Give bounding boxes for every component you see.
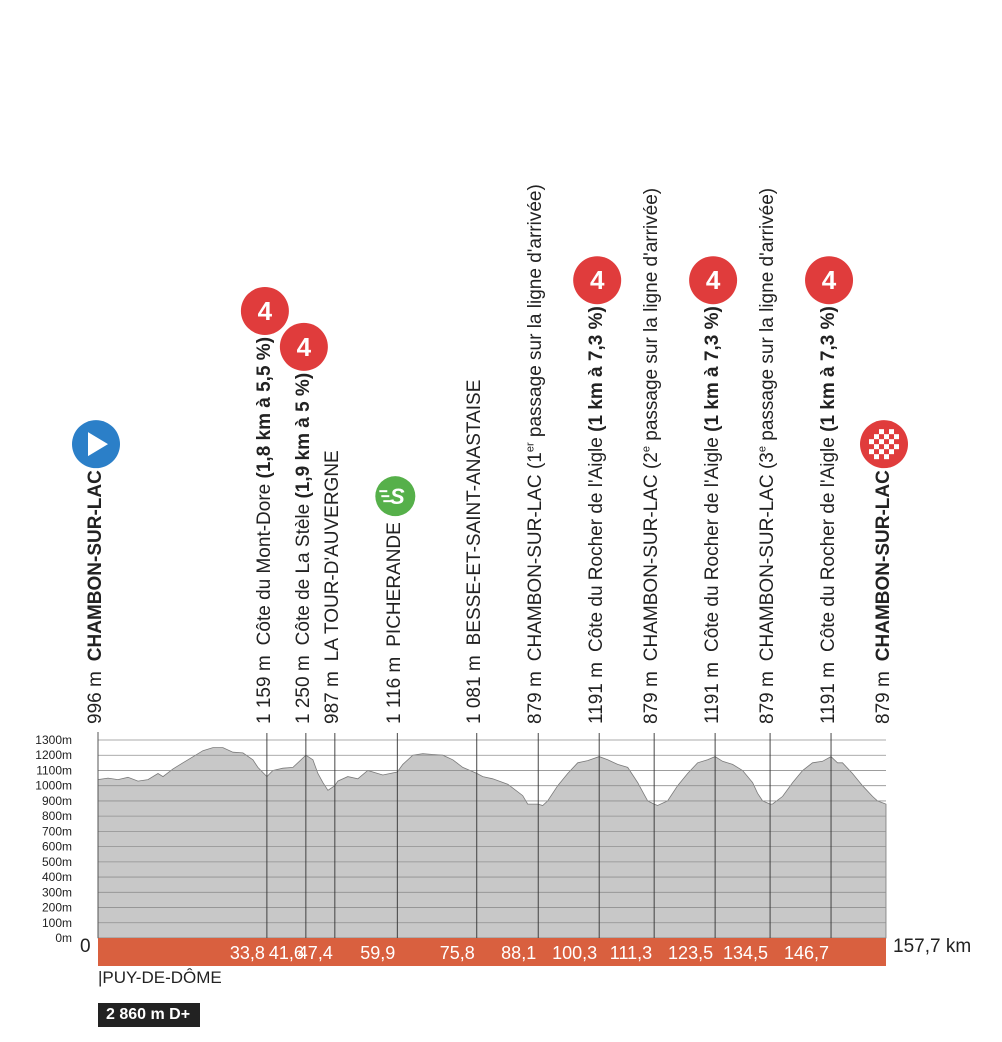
flag-square bbox=[894, 434, 899, 439]
waypoint-name: CHAMBON-SUR-LAC bbox=[757, 474, 779, 662]
waypoint-label bbox=[255, 337, 275, 724]
km-label: 134,5 bbox=[723, 943, 769, 963]
km-label: 59,9 bbox=[360, 943, 396, 963]
flag-square bbox=[874, 434, 879, 439]
waypoint-label: 879 mCHAMBON-SUR-LAC (3e passage sur la ligne d'arrivée) bbox=[756, 187, 779, 724]
climb-detail: (1 km à 7,3 %) bbox=[702, 306, 724, 432]
waypoint-elevation: 879 m bbox=[641, 671, 663, 724]
waypoint-label bbox=[874, 470, 894, 724]
passage-suffix: e bbox=[756, 446, 769, 453]
waypoint-name: CHAMBON-SUR-LAC bbox=[641, 474, 663, 662]
y-tick-label: 0m bbox=[55, 931, 72, 945]
waypoint-label bbox=[385, 522, 405, 724]
profile-area bbox=[98, 748, 886, 938]
flag-square bbox=[884, 444, 889, 449]
waypoint-elevation: 1 159 m bbox=[253, 655, 275, 724]
waypoint-name: Côte de La Stèle bbox=[292, 503, 314, 646]
y-tick-label: 700m bbox=[41, 824, 72, 839]
y-tick-label: 400m bbox=[41, 870, 72, 885]
x-start-label: 0 bbox=[80, 936, 91, 957]
passage-text: passage sur la ligne d'arrivée bbox=[525, 190, 547, 438]
waypoint-elevation: 1191 m bbox=[702, 662, 724, 724]
climb-category-label: 4 bbox=[296, 331, 312, 362]
climb-category-label: 4 bbox=[821, 265, 837, 296]
y-tick-label: 900m bbox=[41, 793, 72, 808]
passage-number: 1 bbox=[525, 452, 547, 463]
waypoint-elevation: 987 m bbox=[321, 671, 343, 724]
km-label: 75,8 bbox=[439, 943, 475, 963]
flag-square bbox=[879, 449, 884, 454]
waypoint-name: Côte du Rocher de l'Aigle bbox=[818, 437, 840, 653]
climb-detail: (1 km à 7,3 %) bbox=[818, 306, 840, 432]
climb-category-label: 4 bbox=[589, 265, 605, 296]
km-label: 33,8 bbox=[229, 943, 265, 963]
climb-detail: (1,8 km à 5,5 %) bbox=[253, 336, 275, 479]
x-end-label: 157,7 km bbox=[893, 936, 972, 957]
sprint-label: S bbox=[389, 484, 405, 510]
flag-square bbox=[869, 439, 874, 444]
waypoint-label: 879 mCHAMBON-SUR-LAC (2e passage sur la ligne d'arrivée) bbox=[640, 187, 663, 724]
flag-square bbox=[874, 454, 879, 459]
flag-square bbox=[879, 439, 884, 444]
km-label: 146,7 bbox=[783, 943, 830, 963]
waypoint-label bbox=[587, 306, 607, 724]
km-label: 111,3 bbox=[609, 943, 653, 963]
waypoint-label bbox=[465, 380, 485, 724]
waypoint-label: 879 mCHAMBON-SUR-LAC (1er passage sur la ligne d'arrivée) bbox=[524, 184, 547, 724]
y-tick-label: 200m bbox=[41, 900, 72, 915]
flag-square bbox=[889, 449, 894, 454]
waypoint-elevation: 879 m bbox=[525, 671, 547, 724]
waypoint-label bbox=[86, 470, 106, 724]
waypoint-name: CHAMBON-SUR-LAC bbox=[525, 474, 547, 662]
passage-number: 3 bbox=[757, 452, 779, 463]
passage-text: passage sur la ligne d'arrivée bbox=[757, 194, 779, 441]
waypoint-elevation: 1 250 m bbox=[292, 655, 314, 724]
waypoint-label bbox=[323, 450, 343, 724]
y-tick-label: 800m bbox=[41, 809, 72, 824]
waypoint-elevation: 1191 m bbox=[586, 662, 608, 724]
km-label: 100,3 bbox=[552, 943, 598, 963]
km-label: 88,1 bbox=[501, 943, 537, 963]
flag-square bbox=[874, 444, 879, 449]
waypoint-elevation: 1 081 m bbox=[463, 655, 485, 724]
waypoint-elevation: 1 116 m bbox=[384, 656, 406, 724]
waypoint-elevation: 996 m bbox=[85, 671, 106, 724]
y-tick-label: 500m bbox=[41, 854, 72, 869]
y-tick-label: 1300m bbox=[35, 733, 72, 747]
flag-square bbox=[889, 439, 894, 444]
passage-suffix: er bbox=[524, 442, 537, 453]
waypoint-elevation: 879 m bbox=[757, 671, 779, 724]
flag-square bbox=[879, 429, 884, 434]
km-label: 41,6 bbox=[268, 943, 304, 963]
climb-detail: (1,9 km à 5 %) bbox=[292, 372, 314, 499]
waypoint-name: Côte du Rocher de l'Aigle bbox=[586, 437, 608, 653]
climb-detail: (1 km à 7,3 %) bbox=[586, 306, 608, 432]
flag-square bbox=[869, 449, 874, 454]
waypoint-name: CHAMBON-SUR-LAC bbox=[85, 470, 106, 662]
waypoint-name: LA TOUR-D'AUVERGNE bbox=[321, 450, 343, 662]
y-tick-label: 1100m bbox=[36, 763, 72, 778]
waypoint-name: CHAMBON-SUR-LAC bbox=[873, 470, 894, 662]
flag-square bbox=[884, 454, 889, 459]
passage-number: 2 bbox=[641, 452, 663, 463]
waypoint-name: Côte du Rocher de l'Aigle bbox=[702, 437, 724, 653]
passage-text: passage sur la ligne d'arrivée bbox=[641, 194, 663, 441]
elevation-gain-badge: 2 860 m D+ bbox=[98, 1003, 200, 1027]
climb-category-label: 4 bbox=[257, 295, 273, 326]
y-tick-label: 1000m bbox=[35, 778, 72, 793]
flag-square bbox=[889, 429, 894, 434]
region-label: |PUY-DE-DÔME bbox=[98, 968, 222, 987]
flag-square bbox=[884, 434, 889, 439]
waypoint-label bbox=[294, 373, 314, 724]
waypoint-name: Côte du Mont-Dore bbox=[253, 483, 275, 646]
waypoint-label bbox=[819, 306, 839, 724]
waypoint-name: PICHERANDE bbox=[384, 522, 406, 647]
waypoint-elevation: 879 m bbox=[873, 671, 894, 724]
y-tick-label: 300m bbox=[41, 885, 72, 900]
flag-square bbox=[894, 444, 899, 449]
climb-category-label: 4 bbox=[705, 265, 721, 296]
y-tick-label: 100m bbox=[41, 915, 72, 930]
km-label: 47,4 bbox=[297, 943, 333, 963]
y-tick-label: 1200m bbox=[35, 748, 72, 763]
km-label: 123,5 bbox=[668, 943, 714, 963]
passage-suffix: e bbox=[640, 446, 653, 453]
waypoint-elevation: 1191 m bbox=[818, 662, 840, 724]
y-tick-label: 600m bbox=[41, 839, 72, 854]
waypoint-name: BESSE-ET-SAINT-ANASTAISE bbox=[463, 379, 485, 646]
waypoint-label bbox=[703, 306, 723, 724]
